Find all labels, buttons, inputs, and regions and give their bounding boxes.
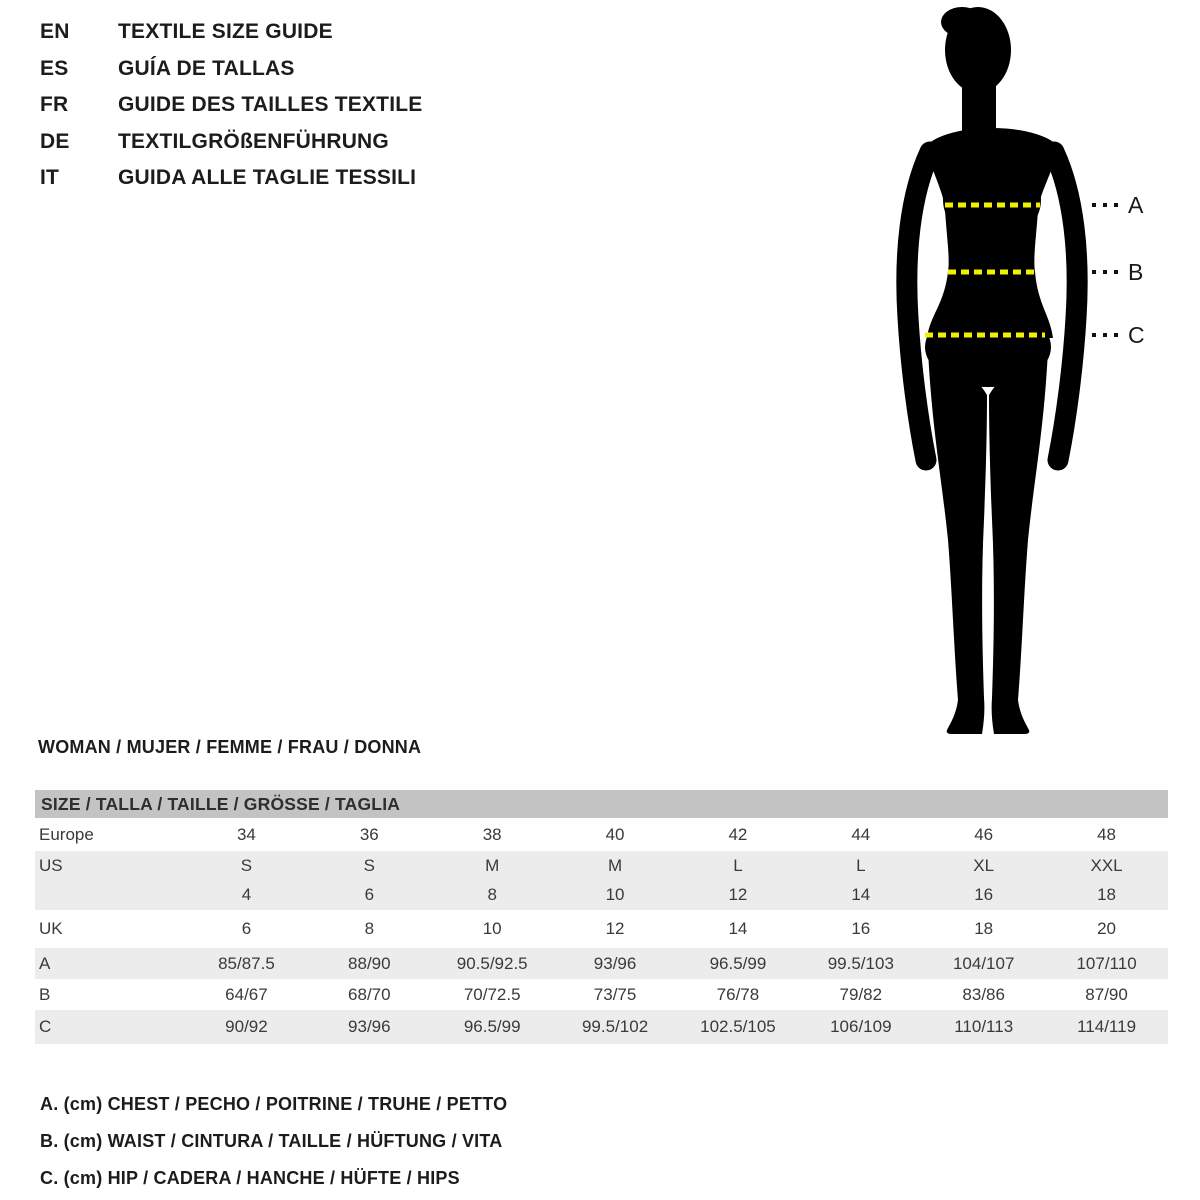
size-cell: 10 <box>482 919 502 938</box>
size-cell: 102.5/105 <box>700 1017 776 1036</box>
size-cell: 114/119 <box>1077 1017 1137 1036</box>
size-cell: 90.5/92.5 <box>456 953 528 973</box>
language-row-de <box>40 130 422 167</box>
row-label: A <box>39 953 51 973</box>
size-cell: 42 <box>728 824 748 844</box>
size-cell: 8 <box>487 885 497 904</box>
size-cell: 99.5/103 <box>827 953 894 973</box>
size-cell: 8 <box>364 919 375 938</box>
size-cell: L <box>856 855 866 875</box>
language-label: TEXTILE SIZE GUIDE <box>118 20 333 43</box>
language-row-fr <box>40 93 422 130</box>
woman-silhouette-figure <box>870 0 1170 745</box>
language-code: DE <box>40 129 70 153</box>
size-cell: 73/75 <box>593 984 637 1004</box>
silhouette-neck <box>962 72 996 134</box>
size-table <box>35 790 1168 1044</box>
table-row-uk <box>35 910 1168 948</box>
language-code: ES <box>40 56 69 80</box>
row-label: US <box>39 855 63 875</box>
language-label: TEXTILGRÖßENFÜHRUNG <box>118 129 389 153</box>
measure-label-c: C <box>1128 322 1145 348</box>
size-cell: 14 <box>728 919 748 938</box>
table-row-chest-a <box>35 948 1168 979</box>
size-cell: 107/110 <box>1076 953 1137 973</box>
legend-chest: A. (cm) CHEST / PECHO / POITRINE / TRUHE / PETTO <box>40 1094 508 1114</box>
table-row-us-numbers <box>35 880 1168 910</box>
size-cell: L <box>733 855 743 875</box>
size-cell: 12 <box>728 885 748 904</box>
size-cell: 48 <box>1097 824 1117 844</box>
size-cell: 18 <box>974 919 994 938</box>
size-cell: 46 <box>974 824 994 844</box>
size-cell: 76/78 <box>716 984 760 1004</box>
size-cell: 64/67 <box>225 984 268 1004</box>
size-cell: 4 <box>241 885 252 904</box>
measure-label-b: B <box>1128 259 1144 285</box>
size-cell: 16 <box>974 885 994 904</box>
table-row-us-letters <box>35 851 1168 880</box>
size-cell: M <box>607 855 623 875</box>
size-cell: 16 <box>851 919 871 938</box>
size-cell: 110/113 <box>954 1017 1014 1036</box>
size-cell: 93/96 <box>593 953 637 973</box>
table-row-hip-c <box>35 1010 1168 1044</box>
size-cell: 18 <box>1097 885 1117 904</box>
silhouette <box>907 7 1077 734</box>
language-code: EN <box>40 20 70 43</box>
size-cell: 85/87.5 <box>218 953 275 973</box>
language-label: GUÍA DE TALLAS <box>118 56 295 80</box>
size-cell: 34 <box>236 824 256 844</box>
size-cell: 99.5/102 <box>581 1017 649 1036</box>
size-cell: 90/92 <box>225 1017 268 1036</box>
size-table-header: SIZE / TALLA / TAILLE / GRÖSSE / TAGLIA <box>35 790 1168 818</box>
size-cell: 88/90 <box>348 953 391 973</box>
size-cell: 10 <box>605 885 625 904</box>
size-cell: 106/109 <box>830 1017 892 1036</box>
size-cell: 79/82 <box>839 984 883 1004</box>
row-label: C <box>39 1017 52 1036</box>
size-cell: 83/86 <box>962 984 1005 1004</box>
size-cell: 40 <box>605 824 625 844</box>
size-cell: 104/107 <box>952 953 1015 973</box>
measurement-legend <box>40 1086 507 1197</box>
row-label: UK <box>39 919 63 938</box>
size-cell: 68/70 <box>348 984 391 1004</box>
silhouette-left-arm <box>907 152 930 460</box>
size-cell: 70/72.5 <box>463 984 521 1004</box>
section-title-woman: WOMAN / MUJER / FEMME / FRAU / DONNA <box>38 737 422 757</box>
silhouette-left-leg <box>928 350 987 734</box>
legend-hip: C. (cm) HIP / CADERA / HANCHE / HÜFTE / HIPS <box>40 1168 460 1188</box>
size-cell: S <box>363 855 375 875</box>
language-code: IT <box>40 166 60 189</box>
size-cell: M <box>485 855 500 875</box>
silhouette-right-leg <box>989 350 1048 734</box>
size-cell: 87/90 <box>1085 984 1128 1004</box>
size-cell: 96.5/99 <box>463 1017 521 1036</box>
size-cell: 38 <box>482 824 502 844</box>
size-cell: 6 <box>364 885 375 904</box>
legend-waist: B. (cm) WAIST / CINTURA / TAILLE / HÜFTUNG / VITA <box>40 1131 503 1151</box>
table-row-europe <box>35 818 1168 851</box>
size-cell: 20 <box>1097 919 1117 938</box>
size-cell: 6 <box>241 919 252 938</box>
measure-label-a: A <box>1128 192 1144 218</box>
language-row-it <box>40 166 422 203</box>
size-cell: 93/96 <box>348 1017 391 1036</box>
language-list <box>40 20 422 203</box>
size-cell: 12 <box>605 919 625 938</box>
table-row-waist-b <box>35 979 1168 1010</box>
language-row-en <box>40 20 422 57</box>
language-label: GUIDA ALLE TAGLIE TESSILI <box>118 166 417 189</box>
silhouette-right-arm <box>1054 152 1077 460</box>
size-cell: 44 <box>851 824 871 844</box>
size-cell: 36 <box>359 824 379 844</box>
size-cell: 14 <box>851 885 871 904</box>
size-cell: XL <box>973 855 995 875</box>
size-cell: S <box>240 855 253 875</box>
size-cell: 96.5/99 <box>709 953 767 973</box>
size-cell: XXL <box>1090 855 1123 875</box>
language-label: GUIDE DES TAILLES TEXTILE <box>118 93 423 116</box>
row-label: B <box>39 984 51 1004</box>
row-label: Europe <box>39 824 94 844</box>
language-row-es <box>40 57 422 94</box>
language-code: FR <box>40 93 69 116</box>
